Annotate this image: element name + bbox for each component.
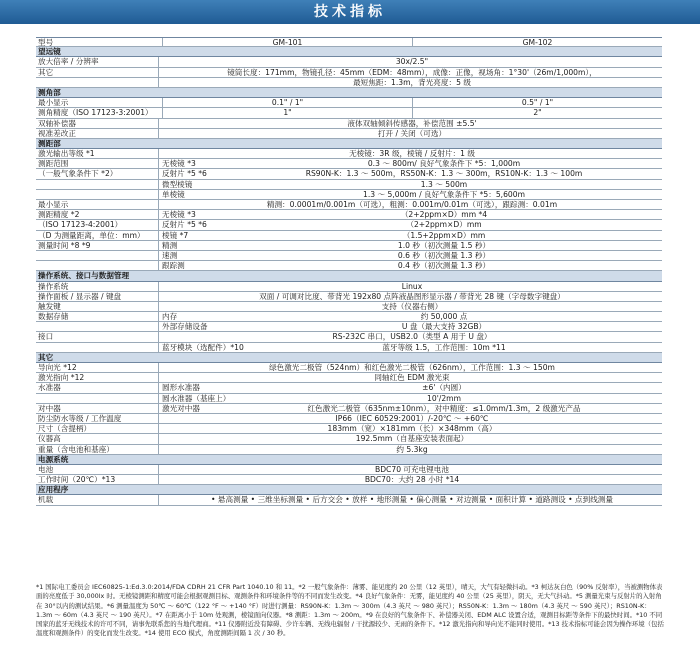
row-sublabel: 内存 — [162, 312, 178, 322]
row-label: 最小显示 — [38, 200, 69, 209]
row-sublabel: 反射片 *5 *6 — [162, 169, 207, 179]
row-value: 1.0 秒（初次测量 1.5 秒） — [397, 240, 491, 250]
table-row — [36, 373, 662, 383]
row-label: 其它 — [38, 67, 54, 77]
row-label: 激光输出等级 *1 — [38, 149, 95, 159]
table-row — [36, 282, 662, 292]
row-value: • 悬高测量 • 三维坐标测量 • 后方交会 • 放样 • 地形测量 • 偏心测量 • 对边测量 • 面积计算 • 道路测设 • 点到线测量 — [211, 495, 613, 505]
row-value: 0.6 秒（初次测量 1.3 秒） — [397, 250, 491, 260]
table-row — [36, 78, 662, 88]
row-sublabel: 速测 — [162, 250, 178, 260]
row-sublabel: 反射片 *5 *6 — [162, 220, 207, 230]
row-label: 数据存储 — [38, 312, 69, 322]
table-row — [36, 343, 662, 353]
row-value: 无棱镜：3R 级，棱镜 / 反射片：1 级 — [349, 149, 475, 159]
row-sublabel: 蓝牙模块（选配件）*10 — [162, 342, 244, 352]
row-value: BDC70 可充电锂电池 — [375, 464, 449, 474]
value-gm102: 0.5" / 1" — [412, 98, 662, 107]
row-value: 精测：0.0001m/0.001m（可选），粗测：0.001m/0.01m（可选），跟踪测：0.01m — [266, 200, 558, 209]
table-row — [36, 200, 662, 210]
table-row — [36, 251, 662, 261]
section-title: 电源系统 — [38, 454, 69, 464]
row-label: 防尘防水等级 / 工作温度 — [38, 413, 122, 423]
table-row — [36, 322, 662, 332]
row-value: 同轴红色 EDM 激光束 — [374, 373, 450, 383]
row-value: 支持（仪器右侧） — [381, 301, 443, 311]
row-sublabel: 外部存储设备 — [162, 322, 208, 332]
table-row — [36, 332, 662, 342]
row-sublabel: 激光对中器 — [162, 403, 200, 413]
row-value: IP66（IEC 60529:2001）/-20℃ ～ +60℃ — [335, 413, 489, 423]
section-header — [36, 455, 662, 465]
row-label: （一般气象条件下 *2） — [38, 169, 118, 179]
row-label: 电池 — [38, 464, 54, 474]
section-header — [36, 47, 662, 57]
row-label: 测角精度（ISO 17123-3:2001） — [38, 108, 153, 118]
row-value: 1.3 ～ 500m — [420, 179, 468, 189]
table-row — [36, 404, 662, 414]
row-label: 双轴补偿器 — [38, 118, 76, 128]
row-value: 0.3 ～ 800m/ 良好气象条件下 *5：1,000m — [367, 159, 521, 169]
table-row — [36, 241, 662, 251]
table-row — [36, 495, 662, 505]
row-sublabel: 无棱镜 *3 — [162, 210, 196, 220]
row-label: 触发键 — [38, 301, 61, 311]
row-sublabel: 微型棱镜 — [162, 179, 193, 189]
section-title: 测角部 — [38, 87, 61, 97]
footnotes: *1 国际电工委员会 IEC60825-1:Ed.3.0:2014/FDA CDRH 21 CFR Part 1040.10 和 11。*2 一般气象条件：薄雾、能见度约 20 公里（12 英里），晴天，大气有轻微抖动。*3 柯达灰白色（90% 反射率），当被测物体表面的亮度低于 30,000lx 时。无棱镜测距和精度可能会根据观测目标、观测条件和环境条件等的不同而发生改变。*4 良好气象条件：无雾，能见度约 40 公里（25 英里），阴天，无大气抖动。*5 测量光束与反射片的入射角在 30°以内的测试结果。*6 测量温度为 50℃ ～ 60℃（122 °F ～ +140 °F）时进行测量：RS90N-K：1.3m ～ 300m（4.3 英尺 ～ 980 英尺）；RS50N-K：1.3m ～ 180m（4.3 英尺 ～ 590 英尺）；RS10N-K：1.3m ～ 60m（4.3 英尺 ～ 190 英尺）。*7 在距离小于 10m 处观测，棱镜面向仪器。*8 测距：1.3m ～ 200m。*9 在良好的气象条件下、补偿器关闭、EDM ALC 设置合适，观测目标距等条件下的最快时间。*10 不同国家的蓝牙无线技术的许可不同，请事先联系您的当地代理商。*11 仪器附近没有障碍、少许车辆、无线电辐射 / 干扰源较少、无雨的条件下。*12 激光指向和导向光不能同时使用。*13 技术指标可能会因为操作环境（包括温度和观测条件）的变化而发生改变。*14 使用 ECO 模式，角度测距间隔 1 次 / 30 秒。 — [36, 583, 664, 638]
table-row — [36, 414, 662, 424]
table-row — [36, 108, 662, 118]
table-row — [36, 190, 662, 200]
row-value: 1.3 ～ 5,000m / 良好气象条件下 *5：5,600m — [363, 189, 525, 199]
value-gm101: 1" — [162, 108, 412, 117]
table-row — [36, 159, 662, 169]
row-sublabel: 圆水准器（基座上） — [162, 393, 231, 403]
row-label: 对中器 — [38, 403, 61, 413]
row-label: 操作系统 — [38, 281, 69, 291]
row-sublabel: 单棱镜 — [162, 189, 185, 199]
section-header — [36, 353, 662, 363]
row-value: Linux — [401, 281, 423, 291]
page-title: 技术指标 — [0, 0, 700, 24]
row-value: 液体双轴倾斜传感器，补偿范围 ±5.5' — [347, 118, 477, 128]
row-label: 激光指向 *12 — [38, 373, 85, 383]
row-value: 蓝牙等级 1.5，工作范围：10m *11 — [382, 342, 506, 352]
row-value: 192.5mm（自基座安装表面起） — [355, 434, 469, 444]
row-value: （1.5+2ppm×D）mm — [402, 230, 486, 240]
value-gm102: 2" — [412, 108, 662, 117]
row-value: 绿色激光二极管（524nm）和红色激光二极管（626nm），工作范围：1.3 ～ 150m — [269, 363, 555, 372]
row-label: 接口 — [38, 332, 54, 342]
table-row — [36, 37, 662, 47]
value-gm101: GM-101 — [162, 38, 412, 46]
table-row — [36, 465, 662, 475]
row-value: 红色激光二极管（635nm±10nm），对中精度：≤1.0mm/1.3m，2 级激光产品 — [307, 403, 581, 413]
row-label: 工作时间（20℃）*13 — [38, 475, 116, 485]
row-label: 最小显示 — [38, 98, 69, 108]
table-row — [36, 129, 662, 139]
table-row — [36, 149, 662, 159]
table-row — [36, 68, 662, 78]
row-value: 183mm（宽）×181mm（长）×348mm（高） — [327, 424, 497, 434]
table-row — [36, 261, 662, 271]
row-value: U 盘（最大支持 32GB） — [401, 322, 487, 332]
table-row — [36, 119, 662, 129]
section-title: 测距部 — [38, 138, 61, 148]
row-value: （2+2ppm×D）mm *4 — [400, 210, 488, 220]
table-row — [36, 231, 662, 241]
row-label: 放大倍率 / 分辨率 — [38, 57, 99, 67]
table-row — [36, 424, 662, 434]
row-sublabel: 圆形水准器 — [162, 383, 200, 393]
section-title: 望远镜 — [38, 47, 61, 57]
row-value: RS90N-K：1.3 ～ 500m，RS50N-K：1.3 ～ 300m，RS10N-K：1.3 ～ 100m — [305, 169, 583, 179]
table-row — [36, 98, 662, 108]
section-header — [36, 139, 662, 149]
row-value: 打开 / 关闭（可选） — [377, 128, 447, 138]
row-label: 测距范围 — [38, 159, 69, 169]
value-gm101: 0.1" / 1" — [162, 98, 412, 107]
table-row — [36, 169, 662, 179]
row-value: 镜筒长度：171mm，物镜孔径：45mm（EDM：48mm），成像：正像，视场角：1°30'（26m/1,000m）， — [227, 67, 597, 77]
row-value: ±6'（内圆） — [422, 383, 466, 393]
table-row — [36, 57, 662, 67]
table-row — [36, 475, 662, 485]
row-sublabel: 精测 — [162, 240, 178, 250]
row-sublabel: 棱镜 *7 — [162, 230, 189, 240]
row-value: 约 50,000 点 — [420, 312, 468, 322]
section-title: 应用程序 — [38, 485, 69, 495]
row-value: BDC70：大约 28 小时 *14 — [364, 475, 460, 485]
table-row — [36, 434, 662, 444]
section-title: 操作系统、接口与数据管理 — [38, 271, 130, 281]
table-row — [36, 445, 662, 455]
row-label: 测距精度 *2 — [38, 210, 80, 220]
row-value: （2+2ppm×D）mm — [406, 220, 482, 230]
table-row — [36, 180, 662, 190]
row-sublabel: 无棱镜 *3 — [162, 159, 196, 169]
row-sublabel: 跟踪测 — [162, 261, 185, 271]
table-row — [36, 292, 662, 302]
table-row — [36, 312, 662, 322]
row-value: 最短焦距：1.3m，背光亮度：5 级 — [353, 77, 471, 87]
section-title: 其它 — [38, 352, 54, 362]
spec-table — [36, 37, 662, 506]
table-row — [36, 302, 662, 312]
row-value: 约 5.3kg — [396, 444, 428, 454]
section-header — [36, 271, 662, 281]
table-row — [36, 394, 662, 404]
row-label: 测量时间 *8 *9 — [38, 240, 91, 250]
row-label: 仪器高 — [38, 434, 61, 444]
row-value: 0.4 秒（初次测量 1.3 秒） — [397, 261, 491, 271]
row-label: 型号 — [38, 38, 54, 47]
row-value: 双面 / 可调对比度、带背光 192x80 点阵液晶图形显示器 / 带背光 28 键（字母数字键盘） — [259, 291, 565, 301]
table-row — [36, 383, 662, 393]
row-value: RS-232C 串口，USB2.0（类型 A 用于 U 盘） — [332, 332, 492, 342]
row-label: （ISO 17123-4:2001） — [38, 220, 123, 230]
table-row — [36, 363, 662, 373]
row-label: 尺寸（含提柄） — [38, 424, 92, 434]
section-header — [36, 88, 662, 98]
table-row — [36, 220, 662, 230]
row-value: 10'/2mm — [427, 393, 461, 403]
row-value: 30x/2.5" — [395, 57, 429, 67]
row-label: 视准差改正 — [38, 128, 76, 138]
row-label: 重量（含电池和基座） — [38, 444, 114, 454]
row-label: 导向光 *12 — [38, 363, 77, 372]
section-header — [36, 485, 662, 495]
row-label: （D 为测量距离，单位：mm） — [38, 230, 145, 240]
table-row — [36, 210, 662, 220]
row-label: 操作面板 / 显示器 / 键盘 — [38, 291, 122, 301]
value-gm102: GM-102 — [412, 38, 662, 46]
row-label: 机载 — [38, 495, 54, 505]
row-label: 水准器 — [38, 383, 61, 393]
